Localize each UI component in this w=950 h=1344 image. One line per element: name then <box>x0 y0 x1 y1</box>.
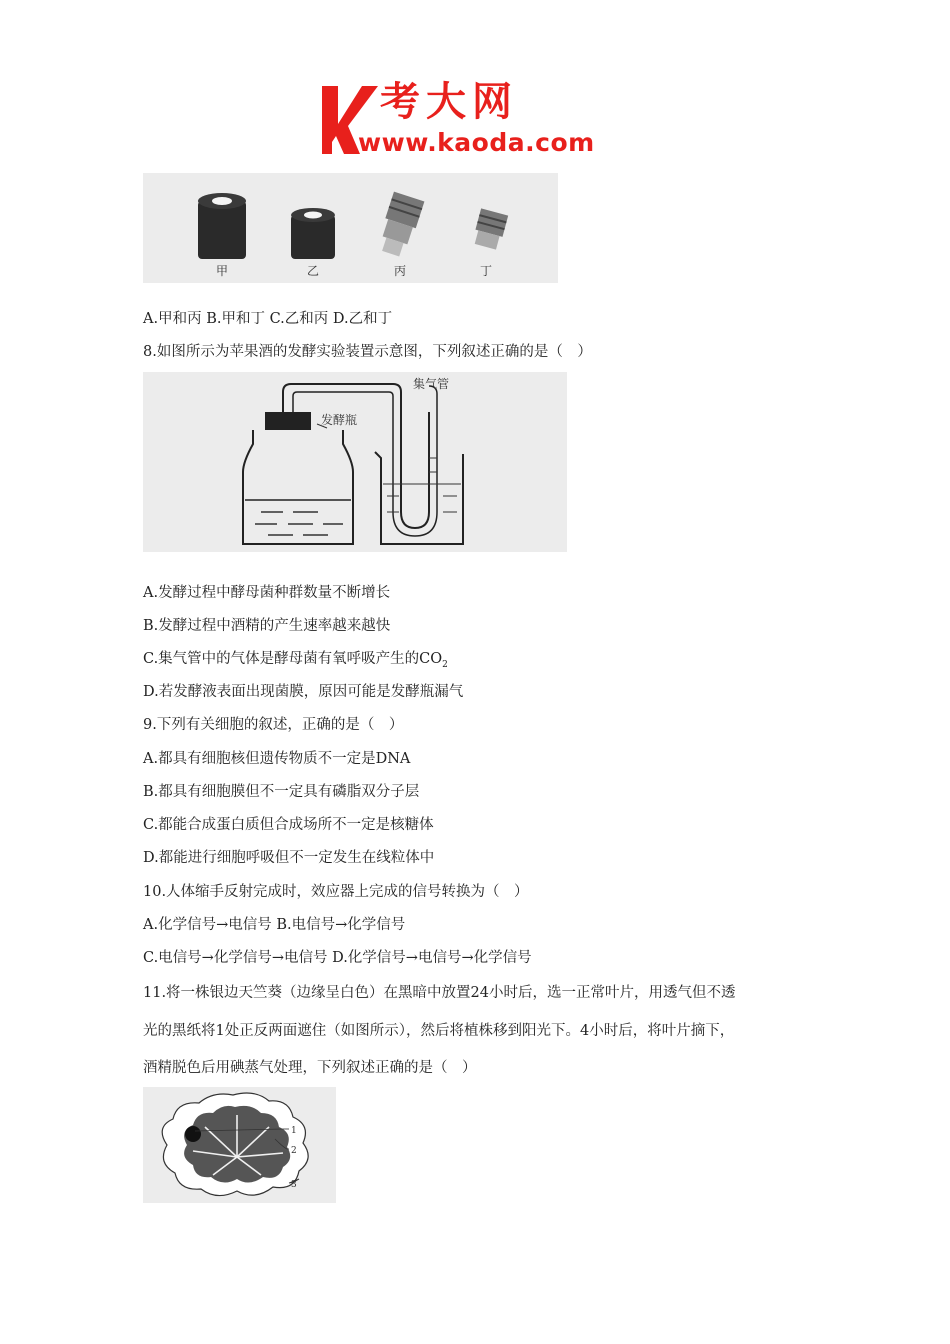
q8-option-d: D.若发酵液表面出现菌膜，原因可能是发酵瓶漏气 <box>143 684 464 700</box>
lens-jia-icon <box>198 201 246 259</box>
lens-label-jia: 甲 <box>216 264 229 278</box>
q11-stem-line2: 光的黑纸将1处正反两面遮住（如图所示），然后将植株移到阳光下。4小时后，将叶片摘下， <box>143 1023 735 1039</box>
lens-bing-icon <box>375 192 424 259</box>
label-gas-tube: 集气管 <box>413 377 450 391</box>
q8-option-c <box>143 649 448 675</box>
lens-ding-icon <box>472 208 508 250</box>
figure-geranium-leaf <box>143 1087 336 1203</box>
label-fermentation-bottle: 发酵瓶 <box>321 413 358 427</box>
kaoda-logo <box>318 78 648 162</box>
leaf-label-1: 1 <box>291 1126 297 1136</box>
q9-option-c: C.都能合成蛋白质但合成场所不一定是核糖体 <box>143 817 434 833</box>
fermentation-bottle-icon <box>243 430 353 544</box>
q9-option-a: A.都具有细胞核但遗传物质不一定是DNA <box>143 751 411 767</box>
black-paper-spot-icon <box>185 1126 201 1142</box>
q8-option-c-text: C.集气管中的气体是酵母菌有氧呼吸产生的CO <box>143 651 443 667</box>
q10-stem: 10.人体缩手反射完成时，效应器上完成的信号转换为（ ） <box>143 884 529 900</box>
lens-label-bing: 丙 <box>394 264 407 278</box>
q11-stem-line3: 酒精脱色后用碘蒸气处理，下列叙述正确的是（ ） <box>143 1060 477 1076</box>
figure-microscope-lenses <box>143 173 558 283</box>
q9-option-d: D.都能进行细胞呼吸但不一定发生在线粒体中 <box>143 850 435 866</box>
q9-stem: 9.下列有关细胞的叙述，正确的是（ ） <box>143 717 404 733</box>
lens-label-yi: 乙 <box>307 264 320 278</box>
q8-option-b: B.发酵过程中酒精的产生速率越来越快 <box>143 618 391 634</box>
q10-options-line2: C.电信号→化学信号→电信号 D.化学信号→电信号→化学信号 <box>143 950 532 966</box>
lens-label-ding: 丁 <box>480 264 493 278</box>
q8-option-c-subscript: 2 <box>442 659 448 670</box>
q9-option-b: B.都具有细胞膜但不一定具有磷脂双分子层 <box>143 784 420 800</box>
q8-option-a: A.发酵过程中酵母菌种群数量不断增长 <box>143 585 391 601</box>
q11-stem-line1: 11.将一株银边天竺葵（边缘呈白色）在黑暗中放置24小时后，选一正常叶片，用透气但不透 <box>143 985 736 1001</box>
q7-options: A.甲和丙 B.甲和丁 C.乙和丙 D.乙和丁 <box>143 311 393 327</box>
leaf-label-3: 3 <box>291 1180 297 1190</box>
beaker-icon <box>375 452 463 544</box>
logo-name: 考大网 <box>380 79 518 125</box>
q10-options-line1: A.化学信号→电信号 B.电信号→化学信号 <box>143 917 406 933</box>
q8-stem: 8.如图所示为苹果酒的发酵实验装置示意图，下列叙述正确的是（ ） <box>143 344 592 360</box>
figure-fermentation-apparatus <box>143 372 567 552</box>
logo-url: www.kaoda.com <box>358 128 595 157</box>
leaf-label-2: 2 <box>291 1146 297 1156</box>
